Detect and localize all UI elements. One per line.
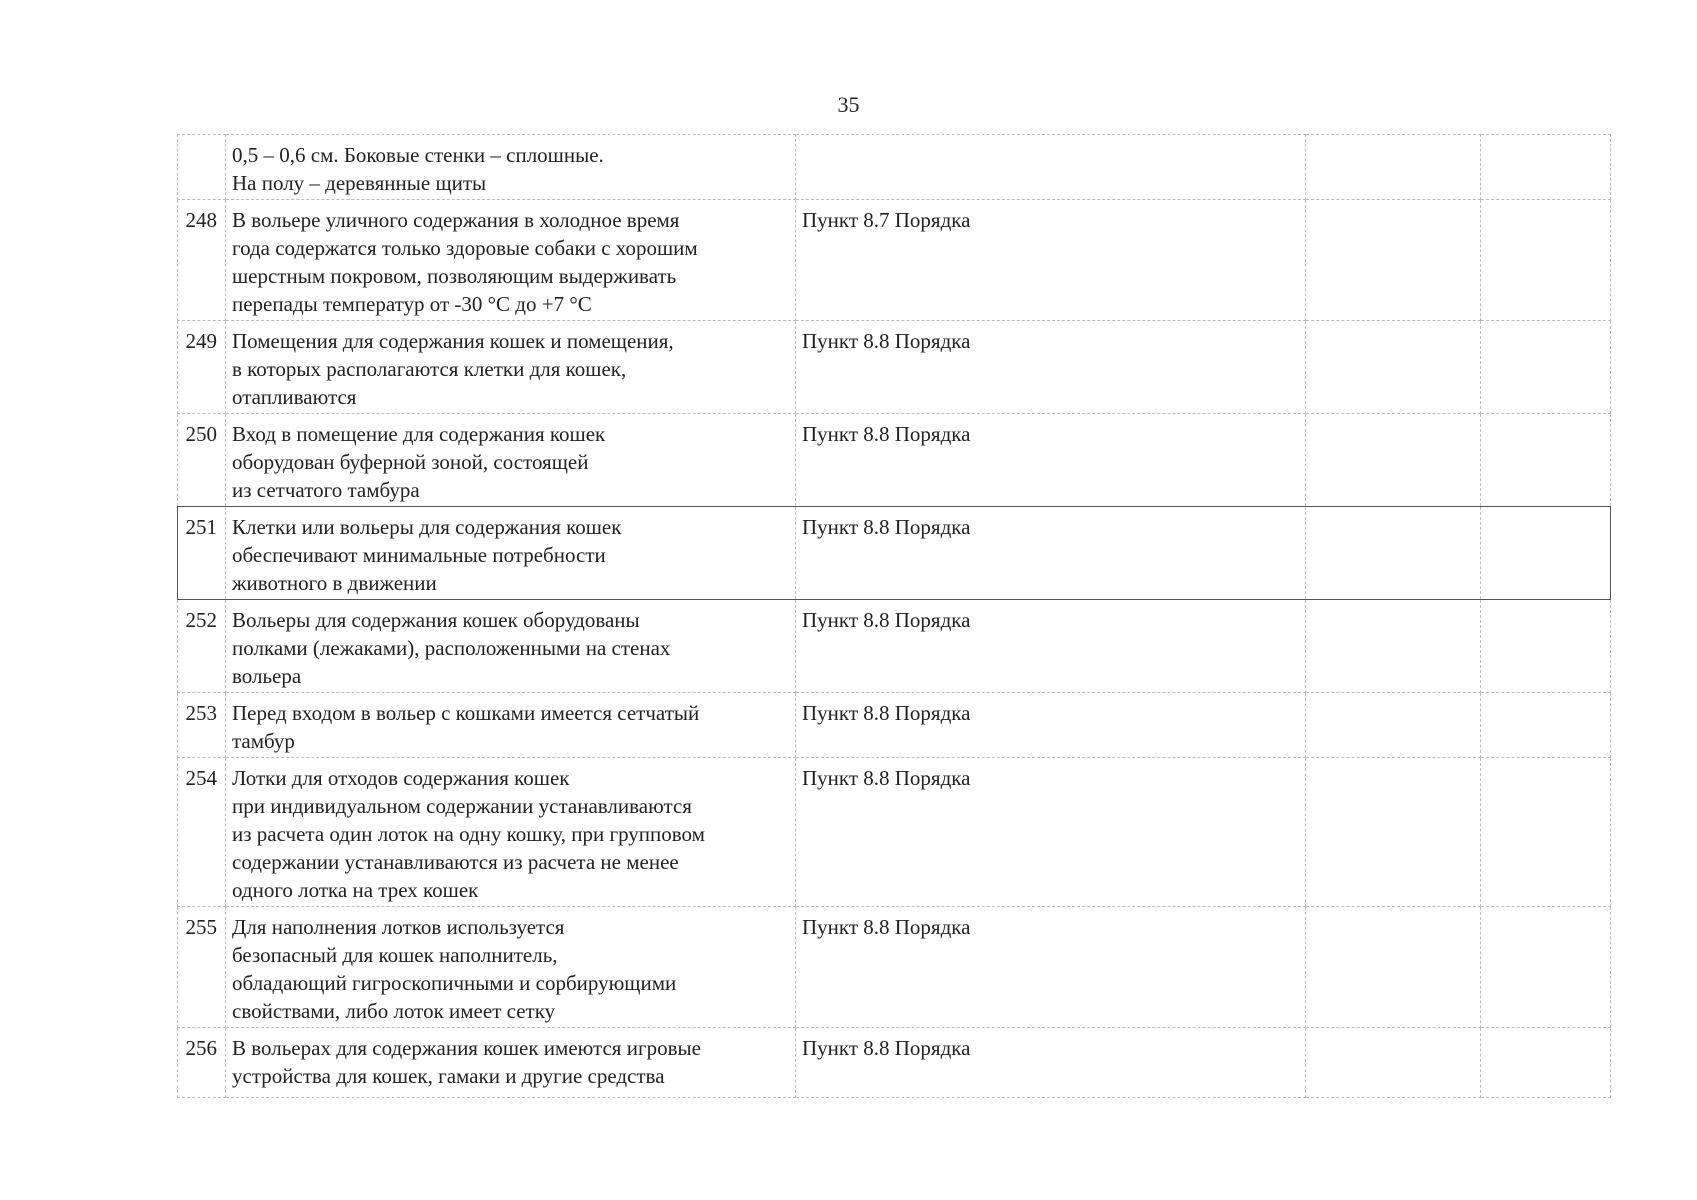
requirement-text [226,600,796,693]
table-row [178,600,1611,693]
note-cell [1481,907,1611,1028]
requirement-line: В вольере уличного содержания в холодное время [232,208,680,232]
legal-reference: Пункт 8.8 Порядка [796,907,1306,1028]
requirement-line: Лотки для отходов содержания кошек [232,766,570,790]
table-row [178,1028,1611,1098]
table-row [178,414,1611,507]
requirement-line: обладающий гигроскопичными и сорбирующими [232,971,677,995]
requirement-text [226,907,796,1028]
legal-reference: Пункт 8.7 Порядка [796,200,1306,321]
note-cell [1481,321,1611,414]
page-number: 35 [837,92,860,117]
note-cell [1481,758,1611,907]
note-cell [1481,600,1611,693]
requirement-line: года содержатся только здоровые собаки с хорошим [232,236,698,260]
legal-reference [796,135,1306,200]
requirement-line: Помещения для содержания кошек и помещения, [232,329,674,353]
answer-cell [1306,907,1481,1028]
requirements-table [177,134,1611,1098]
legal-reference: Пункт 8.8 Порядка [796,693,1306,758]
requirement-line: На полу – деревянные щиты [232,171,487,195]
requirement-line: безопасный для кошек наполнитель, [232,943,558,967]
requirement-line: Клетки или вольеры для содержания кошек [232,515,622,539]
requirement-text [226,1028,796,1098]
legal-reference: Пункт 8.8 Порядка [796,758,1306,907]
requirement-line: в которых располагаются клетки для кошек, [232,357,627,381]
requirement-line: перепады температур от -30 °С до +7 °С [232,292,592,316]
requirement-line: Вход в помещение для содержания кошек [232,422,606,446]
table-row [178,321,1611,414]
table-row [178,507,1611,600]
requirement-text [226,135,796,200]
answer-cell [1306,758,1481,907]
legal-reference: Пункт 8.8 Порядка [796,600,1306,693]
requirement-line: 0,5 – 0,6 см. Боковые стенки – сплошные. [232,143,604,167]
answer-cell [1306,693,1481,758]
note-cell [1481,200,1611,321]
answer-cell [1306,135,1481,200]
requirement-line: шерстным покровом, позволяющим выдерживать [232,264,677,288]
row-number [178,135,226,200]
row-number: 254 [178,758,226,907]
note-cell [1481,693,1611,758]
requirement-text [226,321,796,414]
answer-cell [1306,507,1481,600]
requirement-line: Вольеры для содержания кошек оборудованы [232,608,640,632]
row-number: 255 [178,907,226,1028]
requirement-line: обеспечивают минимальные потребности [232,543,606,567]
row-number: 251 [178,507,226,600]
requirement-line: одного лотка на трех кошек [232,878,479,902]
requirement-line: оборудован буферной зоной, состоящей [232,450,589,474]
requirement-line: из сетчатого тамбура [232,478,420,502]
row-number: 252 [178,600,226,693]
table-row [178,907,1611,1028]
requirement-line: отапливаются [232,385,357,409]
legal-reference: Пункт 8.8 Порядка [796,507,1306,600]
table-row [178,135,1611,200]
requirement-line: свойствами, либо лоток имеет сетку [232,999,556,1023]
requirement-line: тамбур [232,729,295,753]
requirement-line: из расчета один лоток на одну кошку, при групповом [232,822,705,846]
note-cell [1481,135,1611,200]
answer-cell [1306,321,1481,414]
row-number: 249 [178,321,226,414]
legal-reference: Пункт 8.8 Порядка [796,1028,1306,1098]
requirement-line: Перед входом в вольер с кошками имеется сетчатый [232,701,700,725]
requirement-text [226,758,796,907]
answer-cell [1306,414,1481,507]
requirement-text [226,507,796,600]
legal-reference: Пункт 8.8 Порядка [796,321,1306,414]
row-number: 248 [178,200,226,321]
note-cell [1481,1028,1611,1098]
requirement-text [226,414,796,507]
answer-cell [1306,200,1481,321]
requirement-line: животного в движении [232,571,437,595]
requirement-line: при индивидуальном содержании устанавливаются [232,794,692,818]
requirement-line: устройства для кошек, гамаки и другие средства [232,1064,665,1088]
requirement-line: содержании устанавливаются из расчета не менее [232,850,679,874]
row-number: 253 [178,693,226,758]
table-row [178,758,1611,907]
row-number: 256 [178,1028,226,1098]
requirement-line: В вольерах для содержания кошек имеются игровые [232,1036,701,1060]
requirement-line: полками (лежаками), расположенными на стенах [232,636,671,660]
requirement-line: вольера [232,664,302,688]
table-row [178,693,1611,758]
answer-cell [1306,600,1481,693]
requirement-line: Для наполнения лотков используется [232,915,565,939]
answer-cell [1306,1028,1481,1098]
requirement-text [226,200,796,321]
note-cell [1481,414,1611,507]
note-cell [1481,507,1611,600]
legal-reference: Пункт 8.8 Порядка [796,414,1306,507]
requirement-text [226,693,796,758]
row-number: 250 [178,414,226,507]
table-row [178,200,1611,321]
